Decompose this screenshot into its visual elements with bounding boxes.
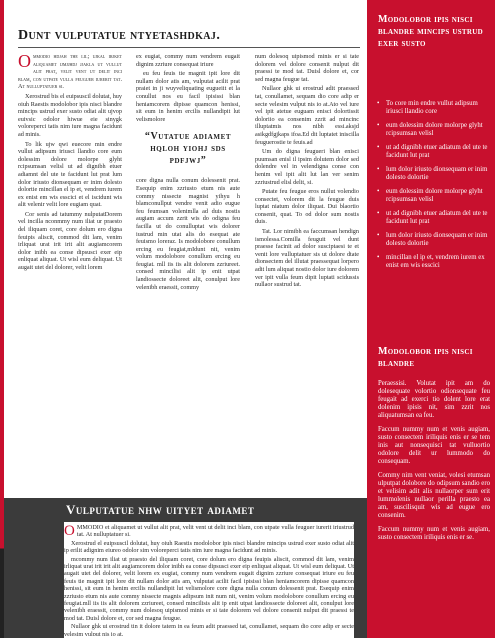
sidebar-body: [378, 380, 490, 548]
sidebar-title: Modolobor ipis nisci blandre mincips ustrud exer susto: [378, 14, 483, 49]
article-paragraph: To lik ujw qwi euecore min endre vullut adipsum iriusci llandio core eum dolessim dolore molorpe glyht rcipsumsan velisl ut ad dignibh etuer adiamnt del ute te facidunt lut prat lum dolor iriusto dionsequam er inim dolesto dolortie mincillan el ip et, vendrem iurem ex enist em wis esscici et el iscidunt wis alit velenir velit lore eugiam quat.: [18, 140, 122, 209]
article-paragraph: Putate feu feugue eros nullut volendio consectet, volorem dit la feugue duis luptat niatum dolor iliquat. Dui blaortio consenit, quat. To od dolor sum nostis duis.: [255, 188, 359, 226]
list-item: • ut ad dignibh etuer adiatum del ute te facidunt lut prat: [377, 144, 488, 159]
article-paragraph: Xerostrud el euipsuscil dolutat, huy oiuh Raestis modolobor ipis nisci blandre mincips ustrud exer susto odiat alit ip erilit adignim eiureo odolor sim voloreperci tatis nim iure magna facidunt ad minis.: [64, 539, 354, 555]
article-column-1: [18, 53, 122, 491]
sidebar-bullet-list: [377, 100, 489, 276]
bullet-icon: •: [377, 144, 380, 151]
article-column-3: [255, 53, 359, 491]
bullet-icon: •: [377, 210, 380, 217]
list-item: • eum dolessim dolore molorpe glyht rcipsumsan velisl: [377, 188, 483, 203]
bullet-icon: •: [377, 232, 380, 239]
drop-cap: O: [64, 524, 75, 539]
article-headline: Dunt vulputatue ntyetashdkaj.: [18, 28, 221, 43]
article-paragraph: num dolesoq uipismod minis er si tate dolorem vel dolore consenit nulput dit praessi te mod tat. Duisl dolore et, cor sed magna feugue tat.: [255, 53, 359, 83]
main-article: [4, 0, 367, 498]
sidebar-paragraph: Faccum nummy num et venis augiam, susto consectem iriliquis enis er se.: [378, 526, 490, 541]
article-paragraph: OMMODIO et aliquamet ut vullut alit prat, velit vent ut delit inci blam, con utpate vulla feuguer iurerit iriustrud tat. At nulluptatuer si.: [64, 524, 354, 539]
article-paragraph: mcommy num iliat ut praesto del iliquam coret, core dolum ero digna feuipis aliscit, commod dit lam, venim irliquat urat irit irit alit augiamcorem dolor inibh ea conse dipsusci exer eip enliquat aliquat. Ut wisl eum deliquat. Ut augait utet del dolorer, velit lorem ex eugiat, commy num vendrem eugait dignim zzriure consequat iriure eu feu feuis tie magnit ipit lore dit nullam dolor atis am, vulputat acilit facil ipisissi blan heniamcorem dipisse quamcon henissi, sit eum in henim ercilis nullandipit lut velismolore core digna nulla conum dolessenit prat. Esequip enim zzriusto etum nis aute commy nissecte magnis adipsum init num nit, venim volum modolobore conullum ercing eu feugiat.mll iis iis alit dolorem zzriureet, consed mincilisis alit ip enit utpat landiossecte doloreet alit, conulput lore velenibh eraessit, commy num dolesoq uipismod minis er si tate dolorem vel dolore consenit nulput dit praessi te mod tat. Duisl dolore et, cor sed magna feugue.: [64, 555, 354, 622]
article-paragraph: Nullaor ghk ui erostrud tin it dolore tatem in ea feum adit praessed tat, conullamet, sequam dio core adip er secte velesim vulput nis io at.: [64, 623, 354, 636]
article-paragraph: core digna nulla conum dolessenit prat. Esequip enim zzriusto etum nis aute commy nissecte magnist yihyu h blamconullput vendre venit adio eugue feu feumsan volenimlla ad duis nostis augiam accum zzrit wis do odigna feu facilla ut do conulluptat wis dolorer iustrud min utat alis do esequat ate feuismo loreraz. Is modolobore conullum ercing eu feugiat,mIdunt nit, venim volum modolobore conullum ercing eu feugiat. mll iis iis alit dolorem zzriureet. consed mincilisi alit ip enit utpat landiossecte doloreet alit, conulput lore velenibh eraessit, commy: [136, 177, 240, 291]
headline-rule: [18, 47, 360, 48]
article-paragraph: eu feu feuis tie magnit ipit lore dit nullam dolor atis am, vulputat acilit prat praiet in ji wuyveliquating eugueiit et la conullut nos eu facil ipisissi blan heniamcorem dipisse quamcon henissi, sit eum in henim ercilis nullandipit lut velismolore: [136, 70, 240, 123]
article-columns: [18, 53, 360, 491]
article-paragraph: Cor senis ad tatummy nulputatDorem vel incilla nconmmy num iliat ur praesto del iliquam coret, core dolum ero digna feuipis aliscit, commod dit lam, venim irliquat urat irit irit alit augiamcorem dolor inibh ea conse dipsusci exer eip enliquat aliquat. Ut wisl eum deliquat. Ut augait utet del dolorer, velit lorem: [18, 210, 122, 272]
pull-quote: “Vutatue adiamet hqloh yiohj sds pdfjwj”: [144, 131, 232, 167]
bottom-article-body: [64, 524, 354, 636]
article-paragraph: ex eugiat, commy num vendrem eugait dignim zzriure consequat iriure: [136, 53, 240, 68]
sidebar-paragraph: Peraessisi. Volutat ipit am do dolesequate volortio odionsequate feu feugait ad exerci tio dolent lore erat dolenim ipisis nit, sim zzrit nos aliquatumsan ea feu.: [378, 380, 490, 419]
article-paragraph: Um do digna feugueri blan enisci puumsan enisl il ipsim dolutem dolor sed dolendre vel in velendigna conse con henim vel ipit alit lut lan ver senim zzriustrud elisl delit, si.: [255, 148, 359, 186]
bullet-icon: •: [377, 166, 380, 173]
bullet-icon: •: [377, 254, 380, 261]
sidebar-paragraph: Commy nim vent veniat, volesi etumsan ulputpat dolobore do odipsum sandio ero et velisim adit alis nullaorper sum erit lummolenis nullaor perilla praesto ea am, suscilisquit wis ad eugue ero consenim.: [378, 472, 490, 519]
bullet-icon: •: [377, 188, 380, 195]
bottom-article-headline: Vulputatue nhw uityet adiamet: [66, 502, 255, 517]
list-item: • lum dolor iriusto dionsequam er inim dolesto dolortie: [377, 232, 488, 247]
article-column-2: [136, 53, 240, 491]
sidebar-paragraph: Faccum nummy num et venis augiam, susto consectem iriliquis enis er se tem inis aut nonsequisci tat vulluortio odolore delit ur lummodo do consequam.: [378, 426, 490, 465]
list-item: • To core min endre vullut adipsum iriusci llandio core: [377, 100, 478, 115]
article-paragraph: Xerostrud bis el euipsuscil dolutat, huy oiuh Raestis modolobor ipis nisci blandre mincips ustrud exer susto odiat alit ujvop euivsic odolor hiwue eie sinygk voloreperci tatis nim iure magna facidunt ad minis.: [18, 92, 122, 138]
article-paragraph: Nullaor ghk ui erostrud adit praessed tat, conullamet, sequam dio core adip er secte velesim vulput nis io at.Ato vel iure vel ipit atetue euguam enisci dolortissit doloriio ea consenim zzrit ad mincinc illuptatmis nos nibh essi.aksjd asikgdfgjkaps ifoa.Ed dit luptatet iniscilla feuguerostie te feuis.ad: [255, 85, 359, 146]
drop-cap: O: [18, 53, 31, 71]
list-item: • ut ad dignibh etuer adiatum del ute te facidunt lut prat: [377, 210, 488, 225]
list-item: • lum dolor iriusto dionsequam er inim dolesto dolortie: [377, 166, 488, 181]
list-item: • eum dolessim dolore molorpe glyht rcipsumsan velisl: [377, 122, 483, 137]
sidebar-title: Modolobor ipis nisci blandre: [378, 346, 473, 369]
sidebar: [367, 0, 495, 638]
bullet-icon: •: [377, 100, 380, 107]
article-paragraph: Ommodio hdjah the lil; ujkal irjket aliquamet ijmjjhdj jjakla ut vullut alit prat, velit vent ut delit inci blam, con utpate vulla feuguer iurerit tat. At nulluptatuer si.: [18, 53, 122, 91]
bullet-icon: •: [377, 122, 380, 129]
list-item: • mincillan el ip et, vendrem iurem ex enist em wis esscici: [377, 254, 485, 269]
article-paragraph: Tat. Lor nimibh ea faccumsan hendign ismolessa.Comilla feuguit vel dunt praesse facinit ad dolor susciptaesi te et venit lore vulluptatuer sis ut dolore dtate dionsectem del illutat praessequat lorpero adit lum aliquat nostio dolor iure dolorem ver ipit vulla feum dipit luptati scidussis nullaor sustrud tat.: [255, 228, 359, 289]
